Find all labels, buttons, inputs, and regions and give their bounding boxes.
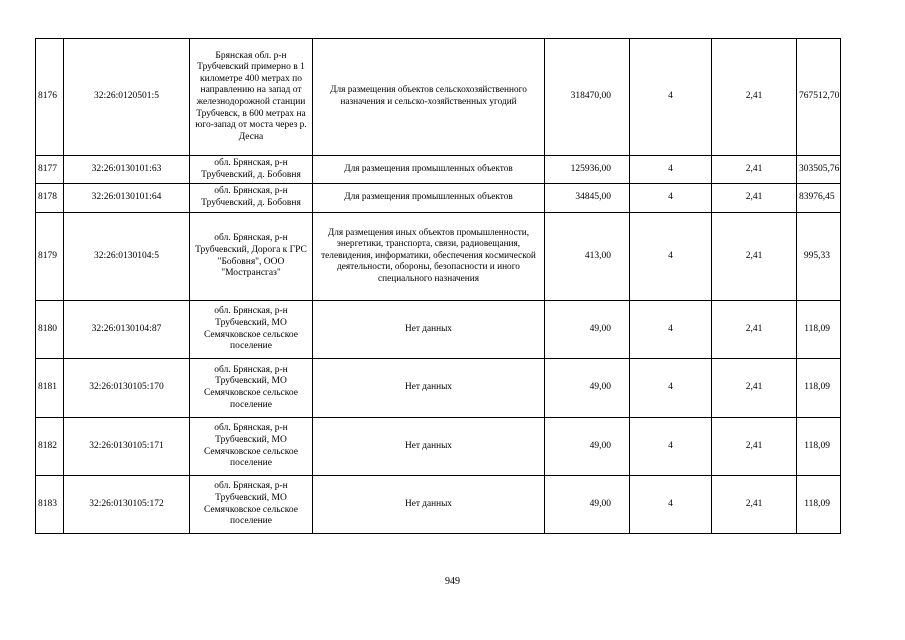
permitted-use-cell: Нет данных xyxy=(313,301,545,359)
cadastral-value-cell: 118,09 xyxy=(797,359,841,418)
row-number-cell: 8181 xyxy=(36,359,64,418)
row-number-cell: 8182 xyxy=(36,418,64,476)
cadastral-number-cell: 32:26:0130104:87 xyxy=(64,301,190,359)
permitted-use-cell: Нет данных xyxy=(313,418,545,476)
category-cell: 4 xyxy=(630,156,712,184)
area-cell: 49,00 xyxy=(545,359,630,418)
land-plots-table xyxy=(35,38,841,534)
table-row xyxy=(36,213,841,301)
cadastral-value-cell: 83976,45 xyxy=(797,184,841,213)
cadastral-number-cell: 32:26:0130105:171 xyxy=(64,418,190,476)
permitted-use-cell: Для размещения промышленных объектов xyxy=(313,156,545,184)
area-cell: 49,00 xyxy=(545,301,630,359)
coefficient-cell: 2,41 xyxy=(712,213,797,301)
row-number-cell: 8183 xyxy=(36,476,64,534)
row-number-cell: 8179 xyxy=(36,213,64,301)
cadastral-value-cell: 303505,76 xyxy=(797,156,841,184)
category-cell: 4 xyxy=(630,359,712,418)
cadastral-number-cell: 32:26:0130101:64 xyxy=(64,184,190,213)
category-cell: 4 xyxy=(630,213,712,301)
cadastral-number-cell: 32:26:0130104:5 xyxy=(64,213,190,301)
row-number-cell: 8177 xyxy=(36,156,64,184)
category-cell: 4 xyxy=(630,418,712,476)
area-cell: 49,00 xyxy=(545,476,630,534)
row-number-cell: 8176 xyxy=(36,39,64,156)
table-body xyxy=(36,39,841,534)
coefficient-cell: 2,41 xyxy=(712,476,797,534)
cadastral-number-cell: 32:26:0130105:172 xyxy=(64,476,190,534)
permitted-use-cell: Нет данных xyxy=(313,359,545,418)
address-cell: обл. Брянская, р-н Трубчевский, Дорога к ГРС "Бобовня", ООО "Мострансгаз" xyxy=(190,213,313,301)
permitted-use-cell: Для размещения иных объектов промышленности, энергетики, транспорта, связи, радиовещания, телевидения, информатики, обеспечения космической деятельности, обороны, безопасности и иного специального назначения xyxy=(313,213,545,301)
row-number-cell: 8178 xyxy=(36,184,64,213)
cadastral-number-cell: 32:26:0120501:5 xyxy=(64,39,190,156)
cadastral-number-cell: 32:26:0130101:63 xyxy=(64,156,190,184)
coefficient-cell: 2,41 xyxy=(712,359,797,418)
permitted-use-cell: Для размещения промышленных объектов xyxy=(313,184,545,213)
coefficient-cell: 2,41 xyxy=(712,418,797,476)
cadastral-value-cell: 118,09 xyxy=(797,418,841,476)
area-cell: 125936,00 xyxy=(545,156,630,184)
area-cell: 318470,00 xyxy=(545,39,630,156)
area-cell: 49,00 xyxy=(545,418,630,476)
address-cell: обл. Брянская, р-н Трубчевский, д. Бобовня xyxy=(190,184,313,213)
cadastral-value-cell: 118,09 xyxy=(797,476,841,534)
area-cell: 34845,00 xyxy=(545,184,630,213)
table-row xyxy=(36,184,841,213)
address-cell: обл. Брянская, р-н Трубчевский, д. Бобовня xyxy=(190,156,313,184)
cadastral-value-cell: 995,33 xyxy=(797,213,841,301)
address-cell: обл. Брянская, р-н Трубчевский, МО Семячковское сельское поселение xyxy=(190,359,313,418)
address-cell: Брянская обл. р-н Трубчевский примерно в 1 километре 400 метрах по направлению на запад от железнодорожной станции Трубчевск, в 600 метрах на юго-запад от моста через р. Десна xyxy=(190,39,313,156)
cadastral-number-cell: 32:26:0130105:170 xyxy=(64,359,190,418)
table-row xyxy=(36,156,841,184)
page-number: 949 xyxy=(445,576,460,587)
category-cell: 4 xyxy=(630,39,712,156)
category-cell: 4 xyxy=(630,301,712,359)
address-cell: обл. Брянская, р-н Трубчевский, МО Семячковское сельское поселение xyxy=(190,476,313,534)
table-row xyxy=(36,39,841,156)
permitted-use-cell: Нет данных xyxy=(313,476,545,534)
permitted-use-cell: Для размещения объектов сельскохозяйственного назначения и сельско-хозяйственных угодий xyxy=(313,39,545,156)
cadastral-value-cell: 118,09 xyxy=(797,301,841,359)
address-cell: обл. Брянская, р-н Трубчевский, МО Семячковское сельское поселение xyxy=(190,301,313,359)
area-cell: 413,00 xyxy=(545,213,630,301)
table-row xyxy=(36,359,841,418)
coefficient-cell: 2,41 xyxy=(712,39,797,156)
coefficient-cell: 2,41 xyxy=(712,156,797,184)
table-row xyxy=(36,476,841,534)
row-number-cell: 8180 xyxy=(36,301,64,359)
category-cell: 4 xyxy=(630,476,712,534)
cadastral-value-cell: 767512,70 xyxy=(797,39,841,156)
address-cell: обл. Брянская, р-н Трубчевский, МО Семячковское сельское поселение xyxy=(190,418,313,476)
coefficient-cell: 2,41 xyxy=(712,184,797,213)
coefficient-cell: 2,41 xyxy=(712,301,797,359)
category-cell: 4 xyxy=(630,184,712,213)
table-row xyxy=(36,418,841,476)
table-row xyxy=(36,301,841,359)
